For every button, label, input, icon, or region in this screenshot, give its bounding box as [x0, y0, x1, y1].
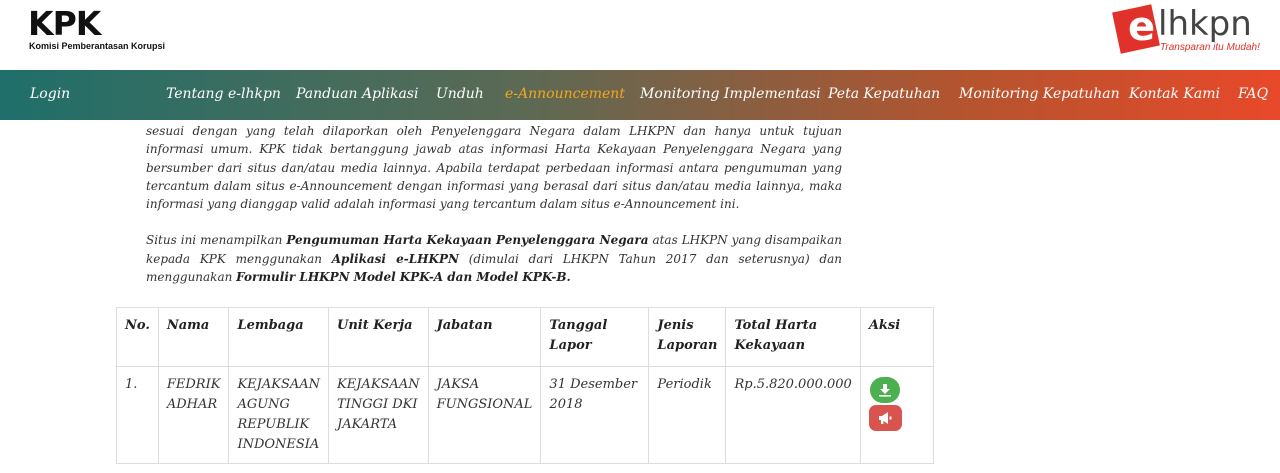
nav-e-announcement[interactable]: e-Announcement — [505, 86, 625, 102]
col-total-harta: Total Harta Kekayaan — [726, 308, 860, 367]
col-lembaga: Lembaga — [229, 308, 329, 367]
cell-lembaga: KEJAKSAAN AGUNG REPUBLIK INDONESIA — [229, 367, 329, 464]
disclaimer-paragraph: sesuai dengan yang telah dilaporkan oleh Penyelenggara Negara dalam LHKPN dan hanya untuk tujuan informasi umum. KPK tidak bertanggung jawab atas informasi Harta Kekayaan Penyelenggara Negara yang bersumber dari situs dan/atau media lainnya. Apabila terdapat perbedaan informasi antara pengumuman yang tercantum dalam situs e-Announcement dengan informasi yang berasal dari situs dan/atau media lainnya, maka informasi yang dianggap valid adalah informasi yang tercantum dalam situs e-Announcement ini. — [146, 124, 842, 212]
cell-unit-kerja: KEJAKSAAN TINGGI DKI JAKARTA — [329, 367, 429, 464]
nav-tentang[interactable]: Tentang e-lhkpn — [166, 86, 281, 102]
col-jabatan: Jabatan — [428, 308, 541, 367]
main-nav — [0, 70, 1280, 120]
cell-jenis-laporan: Periodik — [649, 367, 726, 464]
elhkpn-logo-word: lhkpn — [1158, 4, 1252, 44]
col-jenis-laporan: Jenis Laporan — [649, 308, 726, 367]
table-header-row — [117, 308, 934, 367]
cell-jabatan: JAKSA FUNGSIONAL — [428, 367, 541, 464]
scope-text-3: (dimulai dari LHKPN Tahun 2017 dan seterusnya) dan menggunakan — [146, 251, 842, 285]
site-header — [0, 0, 1280, 70]
col-aksi: Aksi — [860, 308, 933, 367]
col-no: No. — [117, 308, 159, 367]
scope-bold-3: Formulir LHKPN Model KPK-A dan Model KPK-B. — [236, 270, 571, 285]
results-table — [116, 307, 934, 464]
elhkpn-tagline: Transparan itu Mudah! — [1160, 42, 1260, 53]
announcement-intro — [146, 122, 842, 286]
download-icon — [878, 383, 892, 397]
nav-faq[interactable]: FAQ — [1238, 86, 1269, 102]
nav-unduh[interactable]: Unduh — [436, 86, 484, 102]
download-button[interactable] — [870, 377, 900, 403]
scope-text-2: atas LHKPN yang disampaikan kepada KPK menggunakan — [146, 233, 843, 266]
elhkpn-logo-e: e — [1128, 4, 1156, 50]
scope-bold-2: Aplikasi e-LHKPN — [331, 251, 459, 266]
nav-login[interactable]: Login — [30, 86, 71, 102]
kpk-logo-text: KPK — [28, 4, 101, 43]
announcement-button[interactable] — [869, 405, 902, 431]
nav-peta-kepatuhan[interactable]: Peta Kepatuhan — [828, 86, 941, 102]
scope-text-1: Situs ini menampilkan — [146, 233, 287, 248]
nav-kontak[interactable]: Kontak Kami — [1129, 86, 1220, 102]
col-nama: Nama — [158, 308, 229, 367]
kpk-logo[interactable] — [28, 6, 178, 56]
cell-aksi — [860, 367, 933, 464]
table-row — [117, 367, 934, 464]
elhkpn-logo[interactable] — [1112, 2, 1272, 62]
cell-total-harta: Rp.5.820.000.000 — [726, 367, 860, 464]
kpk-logo-subtitle: Komisi Pemberantasan Korupsi — [29, 41, 166, 51]
nav-panduan[interactable]: Panduan Aplikasi — [296, 86, 419, 102]
col-unit-kerja: Unit Kerja — [329, 308, 429, 367]
cell-tanggal-lapor: 31 Desember 2018 — [541, 367, 649, 464]
nav-monitoring-kepatuhan[interactable]: Monitoring Kepatuhan — [959, 86, 1120, 102]
scope-paragraph — [146, 231, 842, 286]
scope-bold-1: Pengumuman Harta Kekayaan Penyelenggara Negara — [286, 233, 649, 248]
col-tanggal-lapor: Tanggal Lapor — [541, 308, 649, 367]
bullhorn-icon — [877, 411, 893, 425]
cell-nama: FEDRIK ADHAR — [158, 367, 229, 464]
cell-no: 1. — [117, 367, 159, 464]
nav-monitoring-implementasi[interactable]: Monitoring Implementasi — [640, 86, 821, 102]
